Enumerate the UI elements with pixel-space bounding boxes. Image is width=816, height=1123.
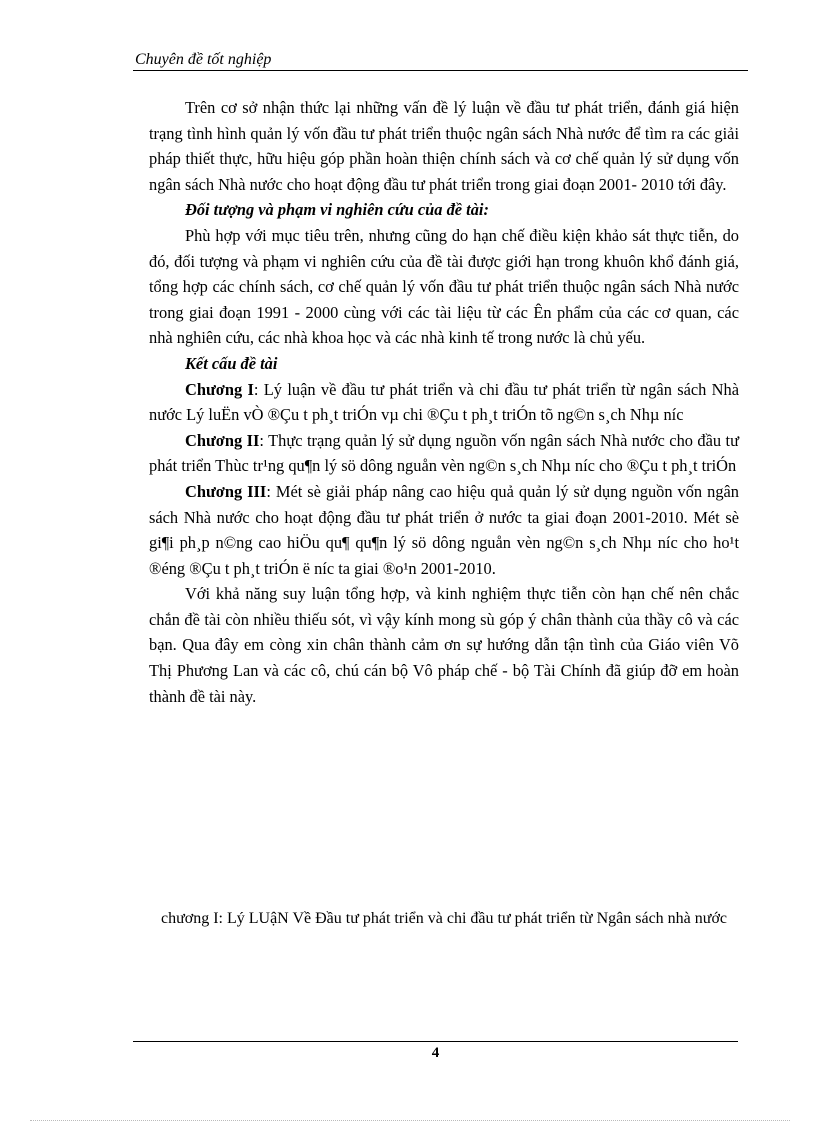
header-title: Chuyên đề tốt nghiệp bbox=[135, 51, 272, 68]
chapter-2-label: Chương II bbox=[185, 430, 260, 450]
page-footer bbox=[133, 1041, 738, 1062]
page-bottom-divider bbox=[30, 1120, 790, 1121]
page-number: 4 bbox=[431, 1045, 440, 1061]
scope-paragraph: Phù hợp với mục tiêu trên, nhưng cũng do hạn chế điều kiện khảo sát thực tiễn, do đó, đối tượng và phạm vi nghiên cứu của đề tài được giới hạn trong khuôn khổ đánh giá, tổng hợp các chính sách, cơ chế quản lý vốn đầu tư phát triển thuộc ngân sách Nhà nước trong giai đoạn 1991 - 2000 cùng với các tài liệu từ các Ên phẩm của các cơ quan, các nhà nghiên cứu, các nhà khoa học và các nhà kinh tế trong nước là chủ yếu. bbox=[149, 225, 739, 348]
scope-heading: Đối tượng và phạm vi nghiên cứu của đề tài: bbox=[185, 200, 489, 220]
chapter-3-text: : Mét sè giải pháp nâng cao hiệu quả quản lý sử dụng nguồn vốn ngân sách Nhà nước cho hoạt động đầu tư phát triển ở nước ta giai đoạn 2001-2010. Mét sè gi¶i ph¸p n©ng cao hiÖu qu¶ qu¶n lý sö dông nguån vèn ng©n s¸ch Nhµ níc cho ho¹t ®éng ®Çu t ph¸t triÓn ë níc ta giai ®o¹n 2001-2010. bbox=[149, 481, 739, 578]
document-body bbox=[149, 95, 739, 709]
structure-heading: Kết cấu đề tài bbox=[185, 353, 278, 373]
chapter-3-label: Chương III bbox=[185, 481, 267, 501]
intro-paragraph: Trên cơ sở nhận thức lại những vấn đề lý luận về đầu tư phát triển, đánh giá hiện trạng tình hình quản lý vốn đầu tư phát triển thuộc ngân sách Nhà nước để tìm ra các giải pháp thiết thực, hữu hiệu góp phần hoàn thiện chính sách và cơ chế quản lý sử dụng vốn ngân sách Nhà nước cho hoạt động đầu tư phát triển trong giai đoạn 2001- 2010 tới đây. bbox=[149, 98, 739, 194]
chapter-3-item bbox=[149, 479, 739, 581]
chapter-1-label: Chương I bbox=[185, 379, 254, 399]
chapter-1-item bbox=[149, 377, 739, 428]
chapter-1-text: : Lý luận về đầu tư phát triển và chi đầu tư phát triển từ ngân sách Nhà nước Lý luËn vÒ ®Çu t ph¸t triÓn vµ chi ®Çu t ph¸t triÓn tõ ng©n s¸ch Nhµ níc bbox=[149, 379, 739, 425]
closing-paragraph: Với khả năng suy luận tổng hợp, và kinh nghiệm thực tiễn còn hạn chế nên chắc chắn đề tài còn nhiều thiếu sót, vì vậy kính mong sù góp ý chân thành của thầy cô và các bạn. Qua đây em còng xin chân thành cảm ơn sự hướng dẫn tận tình của Giáo viên Võ Thị Phương Lan và các cô, chú cán bộ Vô pháp chế - bộ Tài Chính đã giúp đỡ em hoàn thành đề tài này. bbox=[149, 584, 739, 706]
chapter-title: chương I: Lý LUậN Về Đầu tư phát triển và chi đầu tư phát triển từ Ngân sách nhà nước bbox=[160, 910, 728, 927]
chapter-2-text: : Thực trạng quản lý sử dụng nguồn vốn ngân sách Nhà nước cho đầu tư phát triển Thùc tr¹ng qu¶n lý sö dông nguån vèn ng©n s¸ch Nhµ níc cho ®Çu t ph¸t triÓn bbox=[149, 430, 739, 476]
chapter-2-item bbox=[149, 428, 739, 479]
page-header bbox=[133, 50, 748, 71]
